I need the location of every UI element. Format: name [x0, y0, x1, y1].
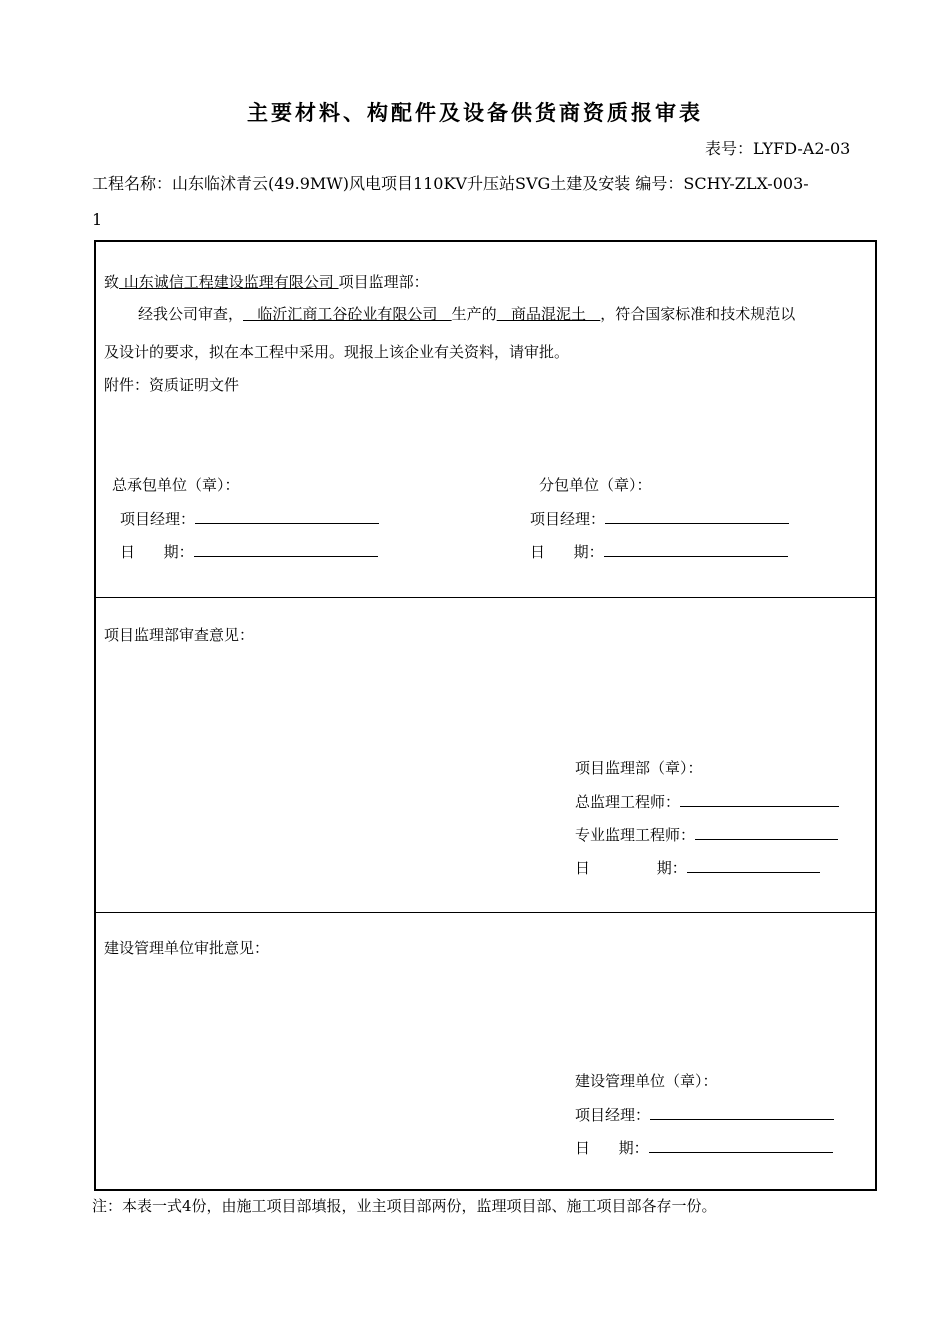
owner-pm-label: 项目经理： — [575, 1106, 651, 1124]
owner-pm-field — [575, 1104, 834, 1125]
review-statement-line1 — [138, 304, 795, 324]
specialist-engineer-field — [575, 824, 838, 845]
owner-date-field — [575, 1137, 833, 1158]
section-divider-1 — [94, 597, 877, 598]
to-prefix: 致 — [104, 273, 120, 291]
supervision-date-field — [575, 857, 820, 878]
body-suffix: ，符合国家标准和技术规范以 — [600, 305, 796, 323]
attachment-label: 附件：资质证明文件 — [104, 376, 240, 394]
supervision-date-blank[interactable] — [687, 857, 820, 873]
owner-pm-blank[interactable] — [650, 1104, 834, 1120]
owner-approval-heading: 建设管理单位审批意见： — [104, 939, 270, 957]
specialist-engineer-blank[interactable] — [695, 824, 838, 840]
chief-engineer-field — [575, 791, 839, 812]
gc-date-field — [120, 541, 378, 562]
gc-date-blank[interactable] — [194, 541, 378, 557]
gc-date-label: 日 期： — [120, 543, 194, 561]
project-name-line: 工程名称：山东临沭青云(49.9MW)风电项目110KV升压站SVG土建及安装 编号：SCHY-ZLX-003- — [92, 174, 809, 193]
project-name-line-wrap: 1 — [92, 210, 103, 229]
supervision-stamp-label: 项目监理部（章）： — [575, 759, 703, 777]
owner-stamp-label: 建设管理单位（章）： — [575, 1072, 718, 1090]
form-number: 表号：LYFD-A2-03 — [705, 139, 851, 158]
addressee-line — [104, 272, 429, 292]
sub-pm-label: 项目经理： — [530, 510, 606, 528]
footnote: 注：本表一式4份，由施工项目部填报，业主项目部两份，监理项目部、施工项目部各存一份。 — [92, 1197, 717, 1215]
gc-pm-blank[interactable] — [195, 508, 379, 524]
sub-pm-blank[interactable] — [605, 508, 789, 524]
general-contractor-label: 总承包单位（章）： — [112, 476, 240, 494]
supplier-name: 临沂汇商工谷砼业有限公司 — [243, 305, 452, 323]
sub-pm-field — [530, 508, 789, 529]
to-suffix: 项目监理部： — [338, 273, 429, 291]
chief-engineer-label: 总监理工程师： — [575, 793, 681, 811]
sub-date-blank[interactable] — [604, 541, 788, 557]
supervision-date-label: 日 期： — [575, 859, 687, 877]
gc-pm-field — [120, 508, 379, 529]
section-divider-2 — [94, 912, 877, 913]
body-prefix: 经我公司审查， — [138, 305, 244, 323]
review-statement-line2: 及设计的要求，拟在本工程中采用。现报上该企业有关资料，请审批。 — [104, 343, 570, 361]
body-mid: 生产的 — [451, 305, 497, 323]
chief-engineer-blank[interactable] — [680, 791, 839, 807]
supervision-review-heading: 项目监理部审查意见： — [104, 626, 255, 644]
sub-date-field — [530, 541, 788, 562]
owner-date-label: 日 期： — [575, 1139, 649, 1157]
product-name: 商品混泥土 — [496, 305, 601, 323]
form-title: 主要材料、构配件及设备供货商资质报审表 — [247, 101, 703, 125]
supervisor-company: 山东诚信工程建设监理有限公司 — [119, 273, 339, 291]
subcontractor-label: 分包单位（章）： — [539, 476, 652, 494]
gc-pm-label: 项目经理： — [120, 510, 196, 528]
specialist-engineer-label: 专业监理工程师： — [575, 826, 696, 844]
sub-date-label: 日 期： — [530, 543, 604, 561]
owner-date-blank[interactable] — [649, 1137, 833, 1153]
